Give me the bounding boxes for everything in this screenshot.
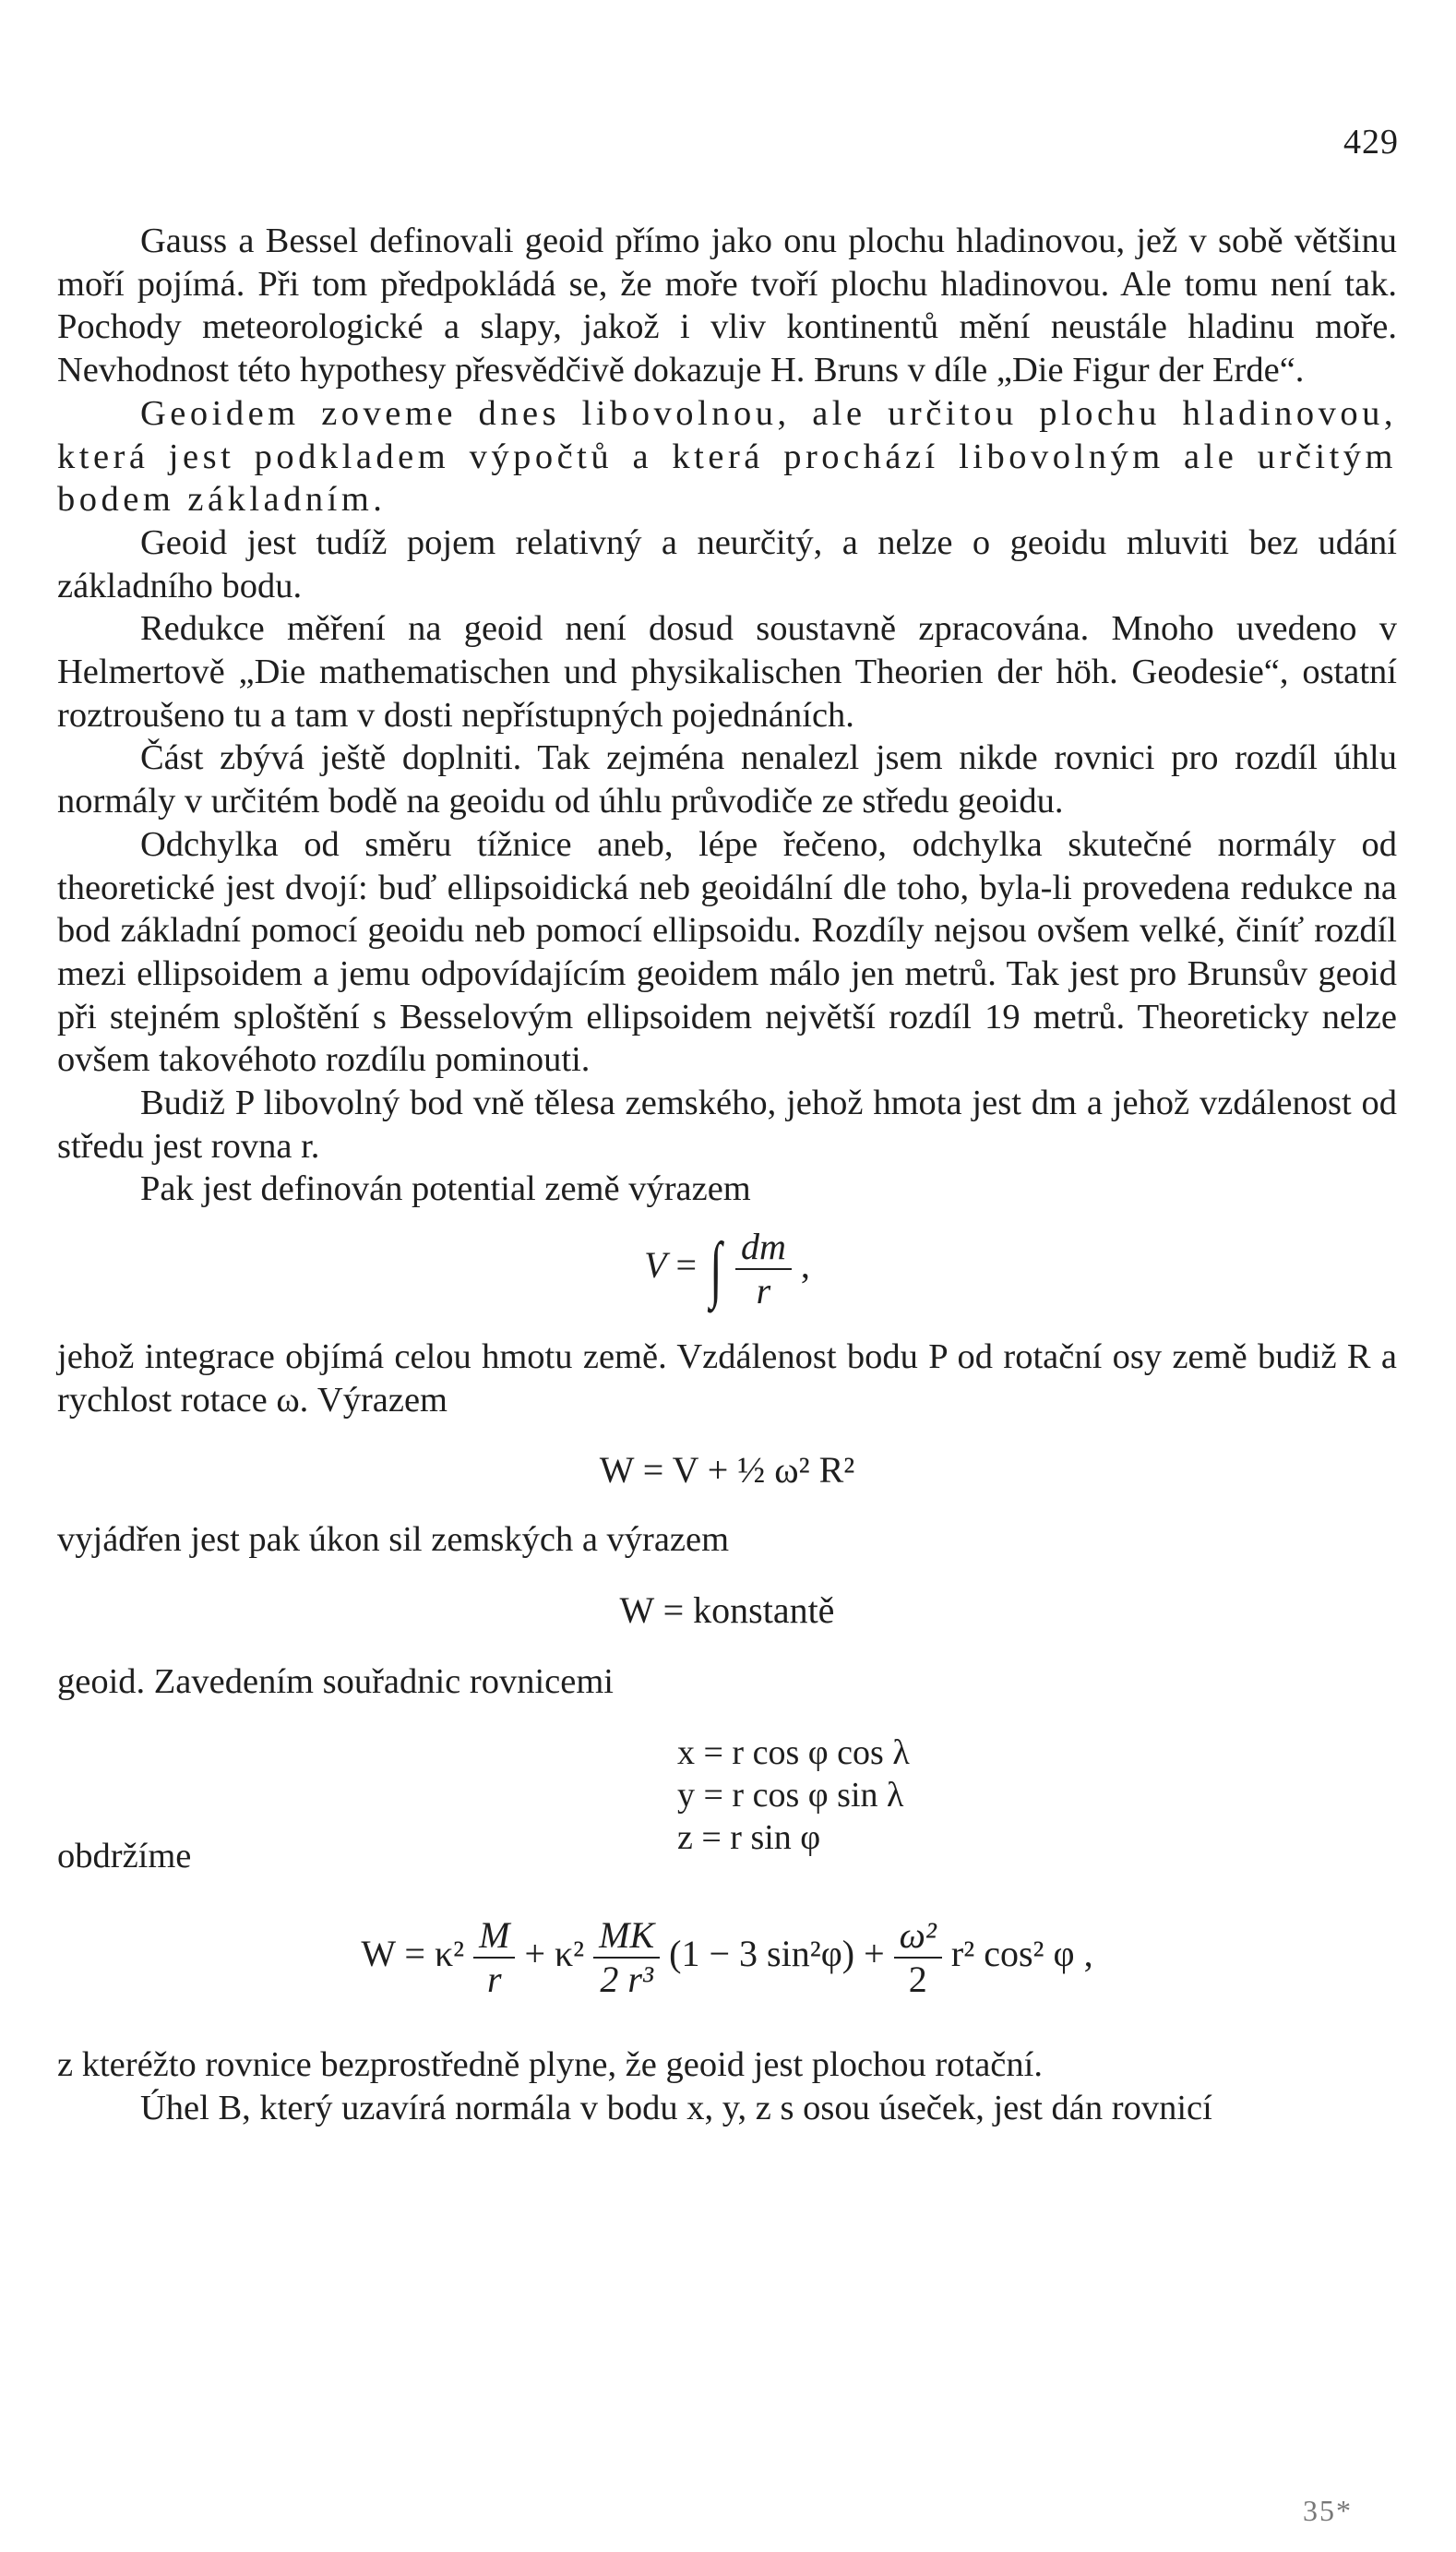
eq4-fraction-m-r xyxy=(473,1913,515,2000)
eq4-term2: (1 − 3 sin²φ) + xyxy=(669,1933,885,1975)
label-obdrzime: obdržíme xyxy=(57,1836,192,1875)
equation-y: y = r cos φ sin λ xyxy=(677,1775,904,1815)
paragraph-missing-part: Část zbývá ještě doplniti. Tak zejména nenalezl jsem nikde rovnici pro rozdíl úhlu normály v určitém bodě na geoidu od úhlu průvodiče ze středu geoidu. xyxy=(57,738,1397,821)
eq1-denominator: r xyxy=(756,1270,771,1312)
paragraph-point-p: Budiž P libovolný bod vně tělesa zemského, jehož hmota jest dm a jehož vzdálenost od středu jest rovna r. xyxy=(57,1084,1397,1166)
equation-w-potential: W = V + ½ ω² R² xyxy=(599,1448,855,1491)
paragraph-coordinates-intro: geoid. Zavedením souřadnic rovnicemi xyxy=(57,1662,614,1702)
eq4-f3-den: 2 xyxy=(908,1958,927,2000)
signature-mark: 35* xyxy=(1303,2494,1353,2527)
equation-geoid-full xyxy=(57,1879,1397,2043)
body-text xyxy=(57,220,1397,2129)
eq1-fraction xyxy=(735,1228,792,1311)
eq1-numerator: dm xyxy=(735,1228,792,1270)
paragraph-potential-intro: Pak jest definován potential země výrazem xyxy=(140,1169,751,1209)
equation-potential xyxy=(57,1211,1397,1336)
paragraph-rotational-surface: z kteréžto rovnice bezprostředně plyne, že geoid jest plochou rotační. xyxy=(57,2044,1043,2084)
eq4-f1-den: r xyxy=(486,1958,502,2000)
eq1-equals: = xyxy=(675,1244,698,1287)
eq1-comma: , xyxy=(800,1244,810,1287)
eq4-f2-num: MK xyxy=(593,1916,660,1959)
paragraph-deviation: Odchylka od směru tížnice aneb, lépe řečeno, odchylka skutečné normály od theoretické jest dvojí: buď ellipsoidická neb geoidální dle toho, byla-li provedena redukce na bod základní pomocí geoidu neb pomocí ellipsoidu. Rozdíly nejsou ovšem velké, činíť rozdíl mezi ellipsoidem a jemu odpovídajícím geoidem málo jen metrů. Tak jest pro Brunsův geoid při stejném sploštění s Besselovým ellipsoidem největší rozdíl 19 metrů. Theoreticky nelze ovšem takovéhoto rozdílu pominouti. xyxy=(57,824,1397,1080)
paragraph-angle-b: Úhel B, který uzavírá normála v bodu x, y, z s osou úseček, jest dán rovnicí xyxy=(140,2088,1212,2127)
paragraph-force-work: vyjádřen jest pak úkon sil zemských a výrazem xyxy=(57,1519,730,1559)
equation-z: z = r sin φ xyxy=(677,1817,821,1857)
eq4-term1: + κ² xyxy=(524,1933,585,1975)
paragraph-geoid-definition: Geoidem zoveme dnes libovolnou, ale určitou plochu hladinovou, která jest podkladem výpočtů a která prochází libovolným ale určitým bodem základním. xyxy=(57,393,1397,520)
paragraph-integration: jehož integrace objímá celou hmotu země. Vzdálenost bodu P od rotační osy země budiž R a rychlost rotace ω. Výrazem xyxy=(57,1337,1397,1420)
equation-x: x = r cos φ cos λ xyxy=(677,1732,910,1772)
eq1-lhs: V xyxy=(644,1244,667,1287)
integral-sign: ∫ xyxy=(710,1228,722,1310)
eq4-f2-den: 2 r³ xyxy=(600,1958,653,2000)
eq4-f3-num: ω² xyxy=(894,1916,942,1959)
paragraph-reduction: Redukce měření na geoid není dosud soustavně zpracována. Mnoho uvedeno v Helmertově „Die mathematischen und physikalischen Theorien der höh. Geodesie“, ostatní roztroušeno tu a tam v dosti nepřístupných pojednáních. xyxy=(57,609,1397,735)
equation-w-constant: W = konstantě xyxy=(619,1589,835,1632)
page-number: 429 xyxy=(1343,123,1399,162)
eq4-term0: W = κ² xyxy=(361,1933,465,1975)
eq4-fraction-omega xyxy=(894,1913,942,2000)
paragraph-gauss-bessel: Gauss a Bessel definovali geoid přímo jako onu plochu hladinovou, jež v sobě většinu moří pojímá. Při tom předpokládá se, že moře tvoří plochu hladinovou. Ale tomu není tak. Pochody meteorologické a slapy, jakož i vliv kontinentů mění neustále hladinu moře. Nevhodnost této hypothesy přesvědčivě dokazuje H. Bruns v díle „Die Figur der Erde“. xyxy=(57,222,1397,390)
coordinate-system-equations xyxy=(57,1704,1397,1879)
eq4-term3: r² cos² φ , xyxy=(950,1933,1093,1975)
eq4-fraction-mk xyxy=(593,1913,660,2000)
paragraph-geoid-relative: Geoid jest tudíž pojem relativný a neurčitý, a nelze o geoidu mluviti bez udání základního bodu. xyxy=(57,522,1397,605)
eq4-f1-num: M xyxy=(473,1916,515,1959)
